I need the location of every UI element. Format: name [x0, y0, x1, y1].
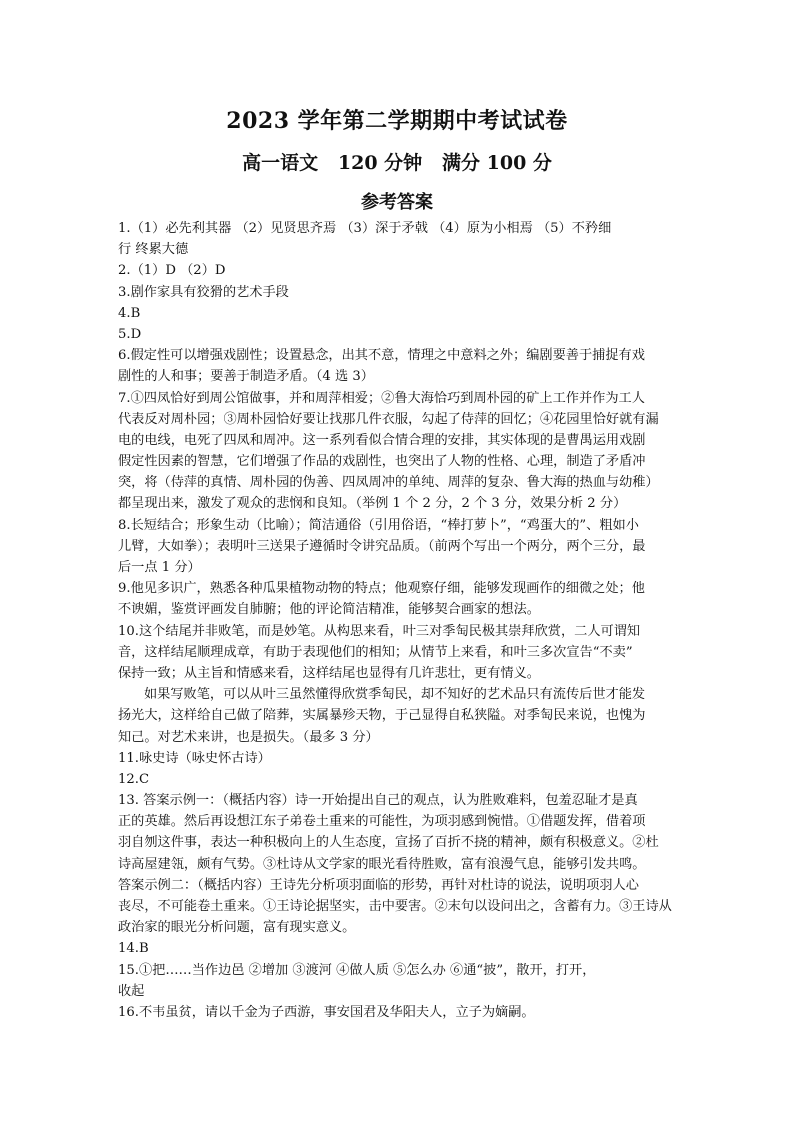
answer-line: 2.（1）D （2）D — [118, 263, 226, 279]
answer-line: 14.B — [118, 941, 149, 957]
answer-line: 诗高屋建瓴，颇有气势。③杜诗从文学家的眼光看待胜败，富有浪漫气息，能够引发共鸣。 — [118, 856, 646, 872]
answer-line: 电的电线，电死了四凤和周冲。这一系列看似合情合理的安排，其实体现的是曹禺运用戏剧 — [118, 432, 646, 448]
answer-line: 知己。对艺术来讲，也是损失。（最多 3 分） — [118, 729, 379, 745]
answer-line: 6.假定性可以增强戏剧性；设置悬念，出其不意，情理之中意料之外；编剧要善于捕捉有戏 — [118, 348, 645, 364]
answer-line: 4.B — [118, 305, 141, 321]
answer-line: 羽自刎这件事，表达一种积极向上的人生态度，宣扬了百折不挠的精神，颇有积极意义。②杜 — [118, 835, 659, 851]
answer-line: 丧尽，不可能卷土重来。①王诗论据坚实，击中要害。②末句以设问出之，含蓄有力。③王诗从 — [118, 899, 672, 914]
answer-line: 10.这个结尾并非败笔，而是妙笔。从构思来看，叶三对季匋民极其崇拜欣赏，二人可谓知 — [118, 623, 641, 639]
answer-line: 答案示例二：（概括内容）王诗先分析项羽面临的形势，再针对杜诗的说法，说明项羽人心 — [118, 877, 639, 893]
answer-line: 11.咏史诗（咏史怀古诗） — [118, 750, 271, 766]
answer-line: 正的英雄。然后再设想江东子弟卷土重来的可能性，为项羽感到惋惜。①借题发挥，借着项 — [118, 814, 646, 830]
answer-line: 政治家的眼光分析问题，富有现实意义。 — [118, 920, 356, 936]
answer-line: 13. 答案示例一：（概括内容）诗一开始提出自己的观点，认为胜败难料，包羞忍耻才是真 — [118, 793, 638, 809]
exam-subtitle: 高一语文 120 分钟 满分 100 分 — [242, 152, 552, 174]
answer-line: 都呈现出来，激发了观众的悲悯和良知。（举例 1 个 2 分，2 个 3 分，效果分析 2 分） — [118, 496, 627, 512]
answer-line: 后一点 1 分） — [118, 560, 201, 575]
answer-line: 如果写败笔，可以从叶三虽然懂得欣赏季匋民，却不知好的艺术品只有流传后世才能发 — [144, 687, 646, 703]
answer-line: 剧性的人和事；要善于制造矛盾。（4 选 3） — [118, 369, 374, 385]
answer-line: 假定性因素的智慧，它们增强了作品的戏剧性，也突出了人物的性格、心理，制造了矛盾冲 — [118, 454, 646, 470]
answer-line: 音，这样结尾顺理成章，有助于表现他们的相知；从情节上来看，和叶三多次宣告“不卖” — [118, 644, 633, 660]
answer-key-heading: 参考答案 — [361, 192, 433, 213]
answer-line: 12.C — [118, 771, 150, 787]
answer-line: 突，将（侍萍的真情、周朴园的伪善、四凤周冲的单纯、周萍的复杂、鲁大海的热血与幼稚） — [118, 475, 659, 491]
answer-line: 7.①四凤恰好到周公馆做事，并和周萍相爱；②鲁大海恰巧到周朴园的矿上工作并作为工人 — [118, 390, 645, 406]
answer-line: 不谀媚，鉴赏评画发自肺腑；他的评论简洁精准，能够契合画家的想法。 — [118, 602, 540, 618]
answer-line: 保持一致；从主旨和情感来看，这样结尾也显得有几许悲壮，更有情义。 — [118, 665, 540, 681]
answer-line: 儿臂，大如拳）；表明叶三送果子遵循时令讲究品质。（前两个写出一个两分，两个三分，最 — [118, 538, 646, 554]
answer-line: 3.剧作家具有狡猾的艺术手段 — [118, 284, 289, 300]
exam-title: 2023 学年第二学期期中考试试卷 — [226, 108, 568, 134]
answer-line: 15.①把……当作边邑 ②增加 ③渡河 ④做人质 ⑤怎么办 ⑥通“披”，散开，打开， — [118, 962, 596, 978]
answer-line: 16.不韦虽贫，请以千金为子西游，事安国君及华阳夫人，立子为嫡嗣。 — [118, 1004, 535, 1020]
answer-line: 代表反对周朴园；③周朴园恰好要让找那几件衣服，勾起了侍萍的回忆；④花园里恰好就有漏 — [118, 411, 659, 427]
answer-line: 扬光大，这样给自己做了陪葬，实属暴殄天物，于己显得自私狭隘。对季匋民来说，也愧为 — [118, 708, 646, 724]
answer-line: 5.D — [118, 326, 142, 342]
answer-body — [118, 218, 684, 1023]
answer-line: 8.长短结合；形象生动（比喻）；简洁通俗（引用俗语，“棒打萝卜”，“鸡蛋大的”、粗如小 — [118, 517, 639, 533]
answer-line: 行 终累大德 — [118, 242, 189, 258]
answer-line: 收起 — [118, 983, 145, 999]
answer-line: 9.他见多识广，熟悉各种瓜果植物动物的特点；他观察仔细，能够发现画作的细微之处；他 — [118, 581, 645, 597]
answer-line: 1.（1）必先利其器 （2）见贤思齐焉 （3）深于矛戟 （4）原为小相焉 （5）不矜细 — [118, 221, 612, 236]
